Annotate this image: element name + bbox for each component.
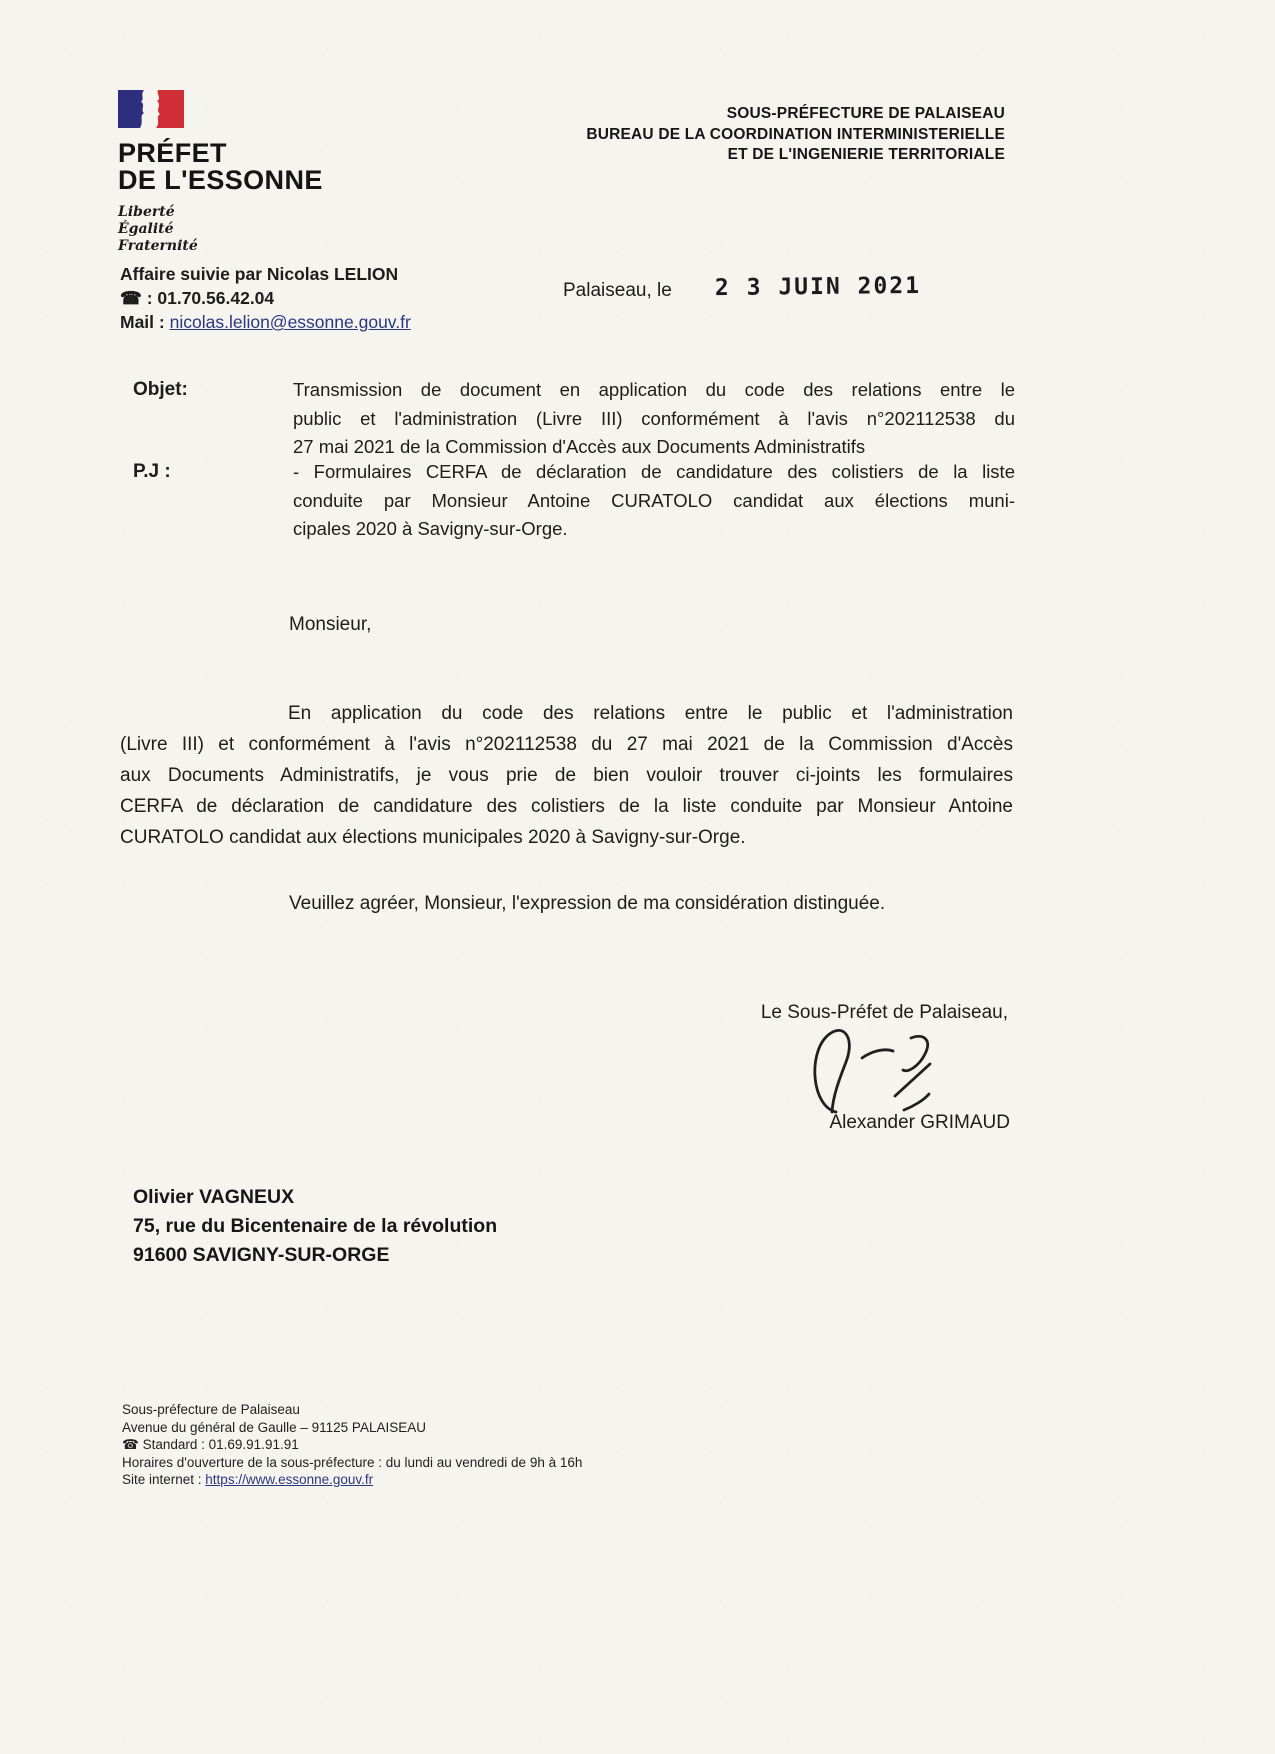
phone-icon: ☎ [122,1437,139,1452]
contact-phone-number: : 01.70.56.42.04 [146,288,275,308]
signatory-name: Alexander GRIMAUD [829,1112,1010,1133]
body-line: En application du code des relations entre le public et l'administration [288,703,1013,724]
footer-phone-number: Standard : 01.69.91.91.91 [142,1437,299,1452]
motto-liberte: Liberté [118,204,175,220]
letterhead-line3: ET DE L'INGENIERIE TERRITORIALE [727,146,1005,163]
closing-formula: Veuillez agréer, Monsieur, l'expression de ma considération distinguée. [289,893,886,914]
recipient-city: 91600 SAVIGNY-SUR-ORGE [133,1244,390,1266]
footer-office: Sous-préfecture de Palaiseau [122,1402,300,1417]
subject-line: public et l'administration (Livre III) conformément à l'avis n°202112538 du [293,407,1015,429]
contact-mail-label: Mail : [120,312,165,332]
footer-phone-line [122,1436,582,1454]
enclosure-line: cipales 2020 à Savigny-sur-Orge. [293,518,568,539]
footer-site-line [122,1471,582,1489]
prefecture-logo [118,90,323,255]
body-line: aux Documents Administratifs, je vous prie de bien vouloir trouver ci-joints les formulaires [120,765,1013,786]
recipient-address-block [133,1183,497,1270]
subject-text [293,376,1015,462]
footer-block [122,1401,582,1489]
phone-icon: ☎ [120,288,142,308]
logo-title-line1: PRÉFET [118,138,227,168]
dateline-place: Palaiseau, le [563,280,672,301]
body-line: CURATOLO candidat aux élections municipales 2020 à Savigny-sur-Orge. [120,827,746,848]
enclosure-line: conduite par Monsieur Antoine CURATOLO candidat aux élections muni- [293,489,1015,511]
footer-address: Avenue du général de Gaulle – 91125 PALAISEAU [122,1419,426,1435]
recipient-street: 75, rue du Bicentenaire de la révolution [133,1215,498,1237]
logo-motto [118,204,323,255]
letterhead-line1: SOUS-PRÉFECTURE DE PALAISEAU [726,105,1005,122]
footer-site-label: Site internet : [122,1472,206,1487]
contact-email-link[interactable]: nicolas.lelion@essonne.gouv.fr [169,312,411,332]
contact-followed-by: Affaire suivie par Nicolas LELION [120,264,399,284]
contact-block [120,262,411,334]
subject-label: Objet: [133,379,188,400]
body-line: (Livre III) et conformément à l'avis n°202112538 du 27 mai 2021 de la Commission d'Accès [120,734,1013,755]
motto-egalite: Égalité [118,221,174,237]
subject-line: Transmission de document en application du code des relations entre le [293,379,1015,400]
date-stamp: 2 3 JUIN 2021 [714,272,922,302]
enclosure-label: P.J : [133,461,171,482]
letterhead-service-block [586,104,1005,166]
logo-title [118,140,323,194]
signatory-title: Le Sous-Préfet de Palaiseau, [760,1002,1008,1023]
dateline [563,272,922,302]
body-paragraph [120,698,1013,853]
contact-phone-line [120,286,411,310]
logo-title-line2: DE L'ESSONNE [118,165,323,195]
letterhead-line2: BUREAU DE LA COORDINATION INTERMINISTERIELLE [586,125,1005,143]
footer-hours: Horaires d'ouverture de la sous-préfecture : du lundi au vendredi de 9h à 16h [122,1454,583,1470]
subject-line: 27 mai 2021 de la Commission d'Accès aux Documents Administratifs [293,436,866,457]
contact-mail-line [120,310,411,334]
recipient-name: Olivier VAGNEUX [133,1186,295,1208]
footer-site-link[interactable]: https://www.essonne.gouv.fr [205,1472,374,1487]
french-flag-logo-icon [118,90,188,128]
motto-fraternite: Fraternité [118,238,198,254]
salutation: Monsieur, [289,614,372,635]
body-line: CERFA de déclaration de candidature des colistiers de la liste conduite par Monsieur Antoine [120,796,1013,817]
enclosure-text [293,458,1015,544]
enclosure-line: - Formulaires CERFA de déclaration de candidature des colistiers de la liste [293,461,1015,482]
